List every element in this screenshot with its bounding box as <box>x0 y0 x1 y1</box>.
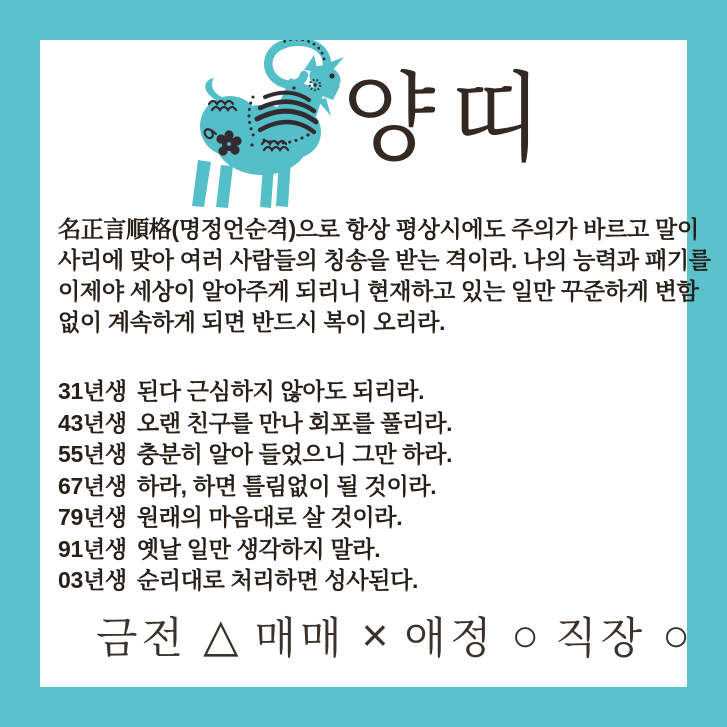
fortune-line: 사리에 맞아 여러 사람들의 칭송을 받는 격이라. 나의 능력과 패기를 <box>58 247 711 273</box>
category-item-work <box>555 605 690 666</box>
card-inner-panel <box>40 40 711 687</box>
year-fortune-text: 충분히 알아 들었으니 그만 하라. <box>136 441 453 467</box>
birth-year: 55년생 <box>58 441 127 467</box>
triangle-rating-icon: △ <box>203 609 239 661</box>
year-fortune-row <box>58 565 676 597</box>
category-item-trade <box>254 605 388 666</box>
birth-year: 03년생 <box>58 567 127 593</box>
fortune-paragraph <box>58 214 711 338</box>
year-fortune-text: 하라, 하면 틀림없이 될 것이라. <box>136 472 437 499</box>
goat-zodiac-icon <box>190 40 345 210</box>
fortune-line: 名正言順格(명정언순격)으로 항상 평상시에도 주의가 바르고 말이 <box>58 216 699 242</box>
year-fortune-row <box>58 471 676 503</box>
year-fortune-text: 옛날 일만 생각하지 말라. <box>136 535 381 562</box>
birth-year: 79년생 <box>58 504 127 530</box>
page-title: 양띠 <box>342 64 558 173</box>
year-fortune-text: 된다 근심하지 않아도 되리라. <box>136 378 425 404</box>
circle-rating-icon: ○ <box>511 609 540 661</box>
year-fortune-row <box>58 408 676 440</box>
category-bar <box>96 606 690 664</box>
x-rating-icon: × <box>361 609 389 661</box>
year-fortune-row <box>58 502 676 534</box>
category-item-love <box>404 605 539 666</box>
year-fortune-text: 원래의 마음대로 살 것이라. <box>136 504 403 530</box>
birth-year: 43년생 <box>58 409 127 436</box>
birth-year: 91년생 <box>58 535 127 562</box>
category-label: 매매 <box>254 614 346 663</box>
year-fortune-text: 오랜 친구를 만나 회포를 풀리라. <box>136 409 453 436</box>
year-fortune-row <box>58 376 676 408</box>
category-label: 직장 <box>555 614 647 663</box>
birth-year: 31년생 <box>58 378 127 404</box>
category-label: 금전 <box>96 614 188 663</box>
goat-eye <box>329 73 334 78</box>
circle-rating-icon: ○ <box>662 609 690 661</box>
year-fortune-row <box>58 534 676 566</box>
birth-year: 67년생 <box>58 472 127 499</box>
fortune-line: 이제야 세상이 알아주게 되리니 현재하고 있는 일만 꾸준하게 변함 <box>58 278 699 304</box>
year-fortune-text: 순리대로 처리하면 성사된다. <box>136 567 419 593</box>
year-fortune-list <box>58 376 676 597</box>
year-fortune-row <box>58 439 676 471</box>
fortune-line: 없이 계속하게 되면 반드시 복이 오리라. <box>58 309 446 335</box>
category-label: 애정 <box>404 614 496 663</box>
category-item-money <box>96 605 238 666</box>
